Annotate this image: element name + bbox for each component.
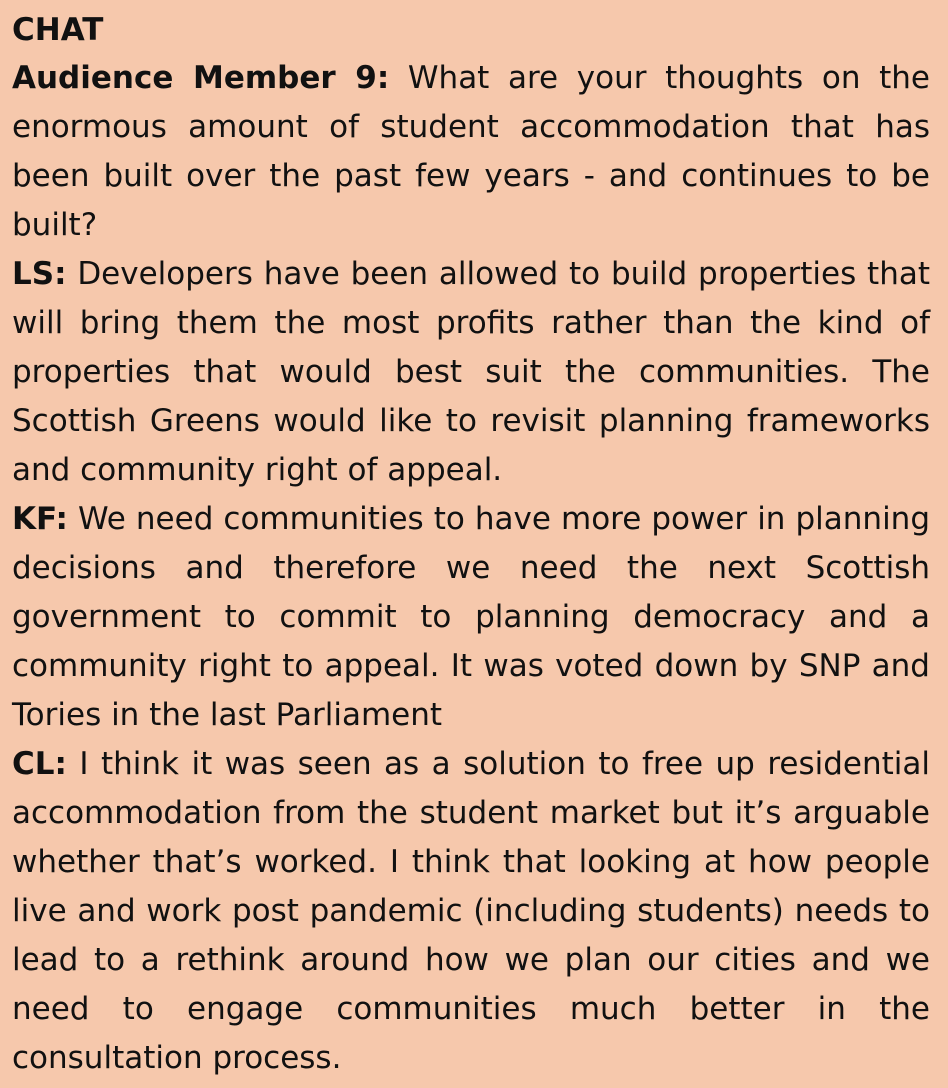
entry-text: We need communities to have more power in planning decisions and therefore we need the next Scottish government to commit to planning democracy and a community right to appeal. It was voted down by SNP and Tories in the last Parliament: [12, 501, 931, 733]
chat-entry-kf: [12, 495, 930, 740]
speaker-label: LS:: [12, 256, 67, 292]
chat-heading: CHAT: [12, 12, 104, 48]
chat-entry-ls: [12, 250, 930, 495]
speaker-label: CL:: [12, 746, 67, 782]
entry-text: Developers have been allowed to build properties that will bring them the most profits rather than the kind of properties that would best suit the communities. The Scottish Greens would like to revisit planning frameworks and community right of appeal.: [12, 256, 930, 488]
chat-entry-cl: [12, 740, 930, 1083]
speaker-label: Audience Member 9:: [12, 60, 390, 96]
chat-entry-audience-member-9: [12, 54, 930, 250]
speaker-label: KF:: [12, 501, 68, 537]
entry-text: What are your thoughts on the enormous amount of student accommodation that has been built over the past few years - and continues to be built?: [12, 60, 931, 243]
entry-text: I think it was seen as a solution to free up residential accommodation from the student market but it’s arguable whether that’s worked. I think that looking at how people live and work post pandemic (including students) needs to lead to a rethink around how we plan our cities and we need to engage communities much better in the consultation process.: [12, 746, 930, 1076]
